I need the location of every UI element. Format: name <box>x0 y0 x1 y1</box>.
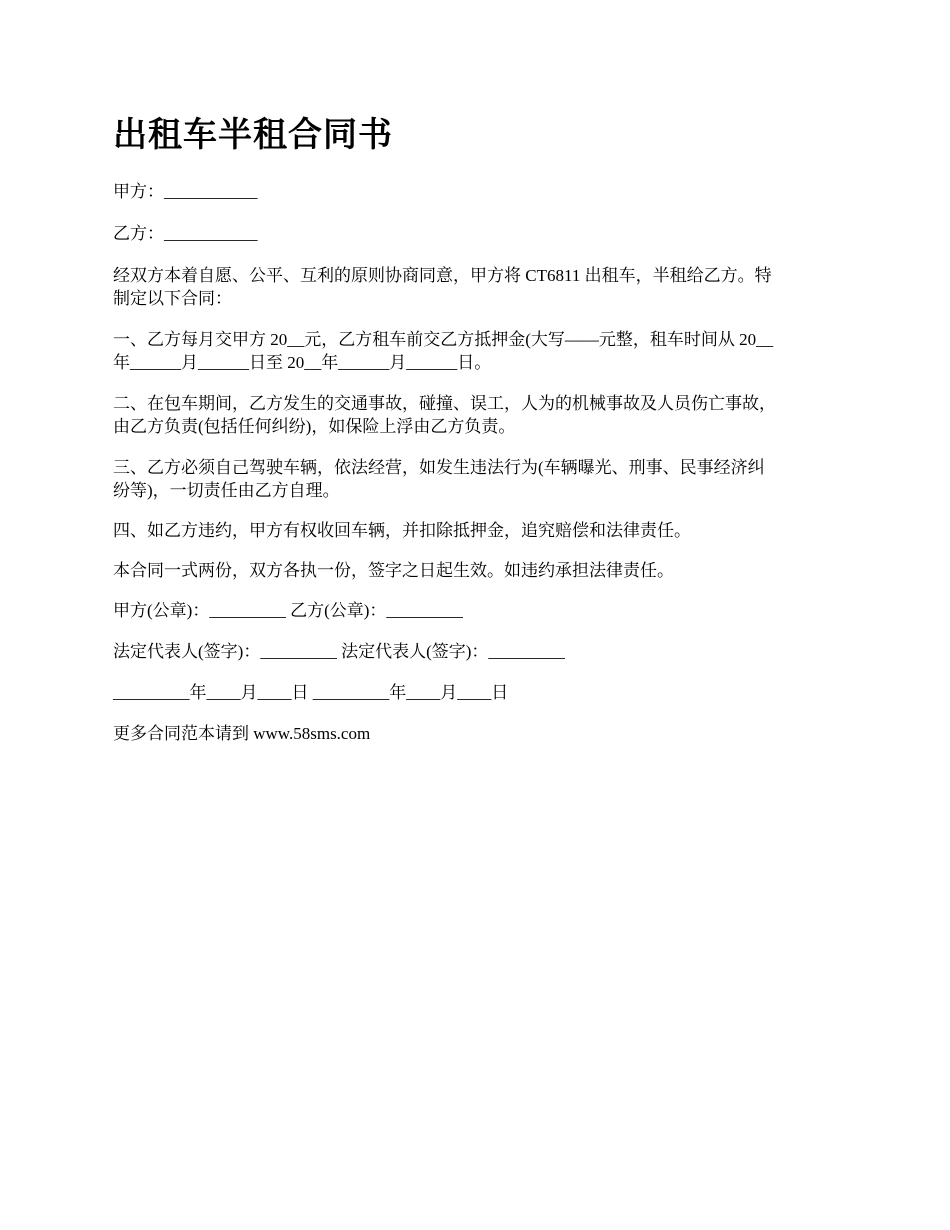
clause-2-line-2: 由乙方负责(包括任何纠纷)，如保险上浮由乙方负责。 <box>113 417 516 436</box>
party-b-line: 乙方：___________ <box>113 224 258 243</box>
clause-1-line-1: 一、乙方每月交甲方 20__元，乙方租车前交乙方抵押金(大写——元整，租车时间从 20__ <box>113 330 774 349</box>
date-line: _________年____月____日 _________年____月____日 <box>113 683 509 702</box>
party-a-line: 甲方：___________ <box>113 182 258 201</box>
clause-2-line-1: 二、在包车期间，乙方发生的交通事故，碰撞、误工，人为的机械事故及人员伤亡事故， <box>113 394 776 413</box>
footer-link-line: 更多合同范本请到 www.58sms.com <box>113 724 371 743</box>
contract-title: 出租车半租合同书 <box>113 117 393 154</box>
clause-4-line: 四、如乙方违约，甲方有权收回车辆，并扣除抵押金，追究赔偿和法律责任。 <box>113 521 691 540</box>
effect-line: 本合同一式两份，双方各执一份，签字之日起生效。如违约承担法律责任。 <box>113 561 674 580</box>
representative-line: 法定代表人(签字)：_________ 法定代表人(签字)：_________ <box>113 642 565 661</box>
seal-line: 甲方(公章)：_________ 乙方(公章)：_________ <box>113 601 463 620</box>
clause-3-line-1: 三、乙方必须自己驾驶车辆，依法经营，如发生违法行为(车辆曝光、刑事、民事经济纠 <box>113 458 765 477</box>
intro-line-2: 制定以下合同： <box>113 289 232 308</box>
clause-1-line-2: 年______月______日至 20__年______月______日。 <box>113 353 492 372</box>
clause-3-line-2: 纷等)，一切责任由乙方自理。 <box>113 481 340 500</box>
intro-line-1: 经双方本着自愿、公平、互利的原则协商同意，甲方将 CT6811 出租车，半租给乙方。特 <box>113 266 772 285</box>
